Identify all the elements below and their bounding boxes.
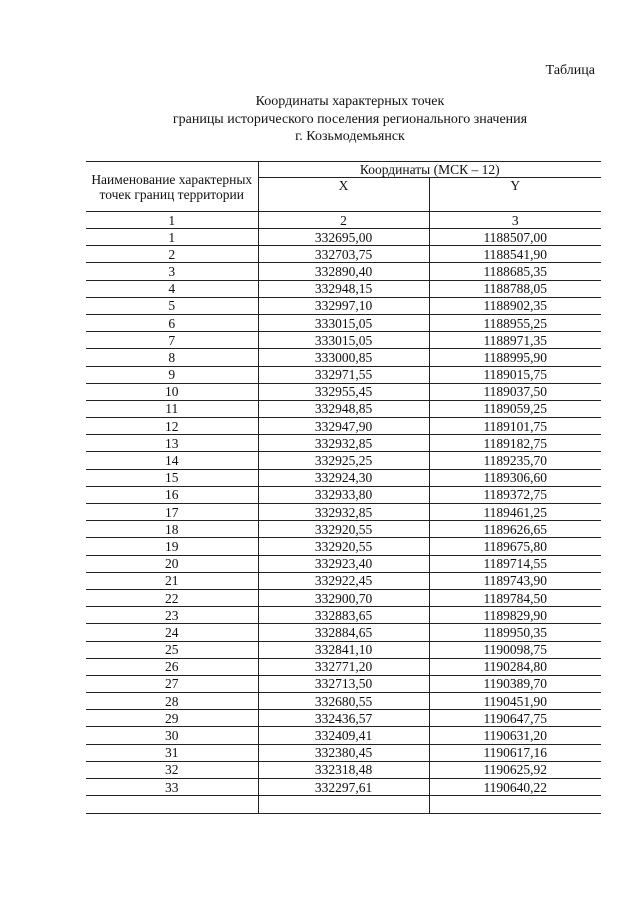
- y-coordinate-cell: 1189015,75: [429, 366, 601, 383]
- y-coordinate-cell: 1189626,65: [429, 521, 601, 538]
- title-line-1: Координаты характерных точек: [255, 94, 445, 109]
- table-row: [86, 314, 601, 331]
- table-row: [86, 486, 601, 503]
- x-coordinate-cell: 332997,10: [258, 297, 429, 314]
- table-row: [86, 744, 601, 761]
- x-coordinate-cell: 332297,61: [258, 779, 429, 796]
- table-row: [86, 229, 601, 246]
- table-row: [86, 332, 601, 349]
- y-coordinate-cell: 1189784,50: [429, 589, 601, 606]
- table-row: [86, 624, 601, 641]
- point-number-cell: 27: [86, 675, 258, 692]
- table-row: [86, 349, 601, 366]
- x-coordinate-cell: 332883,65: [258, 607, 429, 624]
- y-coordinate-cell: 1188541,90: [429, 246, 601, 263]
- point-number-cell: 6: [86, 314, 258, 331]
- table-row: [86, 641, 601, 658]
- empty-cell: [429, 796, 601, 814]
- point-number-cell: 3: [86, 263, 258, 280]
- x-coordinate-cell: 332841,10: [258, 641, 429, 658]
- point-number-cell: 4: [86, 280, 258, 297]
- point-number-cell: 10: [86, 383, 258, 400]
- empty-row: [86, 796, 601, 814]
- table-row: [86, 297, 601, 314]
- y-coordinate-cell: 1190647,75: [429, 710, 601, 727]
- empty-cell: [86, 796, 258, 814]
- table-row: [86, 607, 601, 624]
- x-coordinate-cell: 332884,65: [258, 624, 429, 641]
- y-coordinate-cell: 1189059,25: [429, 400, 601, 417]
- point-number-cell: 5: [86, 297, 258, 314]
- y-coordinate-cell: 1190389,70: [429, 675, 601, 692]
- table-row: [86, 366, 601, 383]
- point-number-cell: 13: [86, 435, 258, 452]
- point-number-cell: 30: [86, 727, 258, 744]
- y-coordinate-cell: 1188955,25: [429, 314, 601, 331]
- x-coordinate-cell: 332955,45: [258, 383, 429, 400]
- table-row: [86, 280, 601, 297]
- point-number-cell: 22: [86, 589, 258, 606]
- title-line-3: г. Козьмодемьянск: [295, 129, 405, 144]
- table-row: [86, 572, 601, 589]
- header-y: Y: [429, 178, 601, 212]
- point-number-cell: 9: [86, 366, 258, 383]
- table-row: [86, 761, 601, 778]
- x-coordinate-cell: 332436,57: [258, 710, 429, 727]
- y-coordinate-cell: 1190625,92: [429, 761, 601, 778]
- y-coordinate-cell: 1188507,00: [429, 229, 601, 246]
- table-row: [86, 675, 601, 692]
- point-number-cell: 20: [86, 555, 258, 572]
- y-coordinate-cell: 1189714,55: [429, 555, 601, 572]
- table-row: [86, 263, 601, 280]
- point-number-cell: 18: [86, 521, 258, 538]
- title-line-2: границы исторического поселения регионального значения: [172, 111, 528, 127]
- point-number-cell: 31: [86, 744, 258, 761]
- x-coordinate-cell: 332932,85: [258, 504, 429, 521]
- y-coordinate-cell: 1189101,75: [429, 418, 601, 435]
- table-row: [86, 435, 601, 452]
- y-coordinate-cell: 1189372,75: [429, 486, 601, 503]
- y-coordinate-cell: 1189037,50: [429, 383, 601, 400]
- table-row: [86, 710, 601, 727]
- x-coordinate-cell: 333000,85: [258, 349, 429, 366]
- table-row: [86, 246, 601, 263]
- x-coordinate-cell: 333015,05: [258, 332, 429, 349]
- y-coordinate-cell: 1190284,80: [429, 658, 601, 675]
- table-row: [86, 779, 601, 796]
- x-coordinate-cell: 332948,85: [258, 400, 429, 417]
- y-coordinate-cell: 1188902,35: [429, 297, 601, 314]
- y-coordinate-cell: 1188685,35: [429, 263, 601, 280]
- x-coordinate-cell: 332933,80: [258, 486, 429, 503]
- y-coordinate-cell: 1189182,75: [429, 435, 601, 452]
- x-coordinate-cell: 332924,30: [258, 469, 429, 486]
- y-coordinate-cell: 1188995,90: [429, 349, 601, 366]
- table-row: [86, 727, 601, 744]
- x-coordinate-cell: 332318,48: [258, 761, 429, 778]
- point-number-cell: 7: [86, 332, 258, 349]
- y-coordinate-cell: 1188788,05: [429, 280, 601, 297]
- point-number-cell: 29: [86, 710, 258, 727]
- header-coordinates: Координаты (МСК – 12): [258, 162, 601, 178]
- table-row: [86, 418, 601, 435]
- x-coordinate-cell: 332713,50: [258, 675, 429, 692]
- point-number-cell: 26: [86, 658, 258, 675]
- x-coordinate-cell: 332925,25: [258, 452, 429, 469]
- table-row: [86, 521, 601, 538]
- point-number-cell: 28: [86, 693, 258, 710]
- x-coordinate-cell: 332771,20: [258, 658, 429, 675]
- y-coordinate-cell: 1190640,22: [429, 779, 601, 796]
- x-coordinate-cell: 332890,40: [258, 263, 429, 280]
- x-coordinate-cell: 332409,41: [258, 727, 429, 744]
- x-coordinate-cell: 332900,70: [258, 589, 429, 606]
- coordinates-table: [86, 161, 601, 814]
- table-row: [86, 589, 601, 606]
- x-coordinate-cell: 332947,90: [258, 418, 429, 435]
- point-number-cell: 23: [86, 607, 258, 624]
- index-cell: 3: [429, 212, 601, 229]
- table-row: [86, 469, 601, 486]
- index-cell: 1: [86, 212, 258, 229]
- table-body: [86, 229, 601, 814]
- table-label: Таблица: [545, 63, 595, 78]
- x-coordinate-cell: 332922,45: [258, 572, 429, 589]
- point-number-cell: 12: [86, 418, 258, 435]
- point-number-cell: 16: [86, 486, 258, 503]
- x-coordinate-cell: 332380,45: [258, 744, 429, 761]
- index-cell: 2: [258, 212, 429, 229]
- point-number-cell: 32: [86, 761, 258, 778]
- x-coordinate-cell: 332932,85: [258, 435, 429, 452]
- y-coordinate-cell: 1190098,75: [429, 641, 601, 658]
- point-number-cell: 24: [86, 624, 258, 641]
- x-coordinate-cell: 332920,55: [258, 521, 429, 538]
- point-number-cell: 19: [86, 538, 258, 555]
- y-coordinate-cell: 1189235,70: [429, 452, 601, 469]
- header-point-name: Наименование характерных точек границ территории: [86, 162, 258, 212]
- x-coordinate-cell: 332920,55: [258, 538, 429, 555]
- table-row: [86, 555, 601, 572]
- point-number-cell: 8: [86, 349, 258, 366]
- y-coordinate-cell: 1189743,90: [429, 572, 601, 589]
- table-row: [86, 383, 601, 400]
- x-coordinate-cell: 332695,00: [258, 229, 429, 246]
- point-number-cell: 21: [86, 572, 258, 589]
- x-coordinate-cell: 332923,40: [258, 555, 429, 572]
- table-row: [86, 538, 601, 555]
- point-number-cell: 2: [86, 246, 258, 263]
- y-coordinate-cell: 1190617,16: [429, 744, 601, 761]
- table-row: [86, 400, 601, 417]
- header-x: X: [258, 178, 429, 212]
- x-coordinate-cell: 333015,05: [258, 314, 429, 331]
- y-coordinate-cell: 1190451,90: [429, 693, 601, 710]
- y-coordinate-cell: 1189306,60: [429, 469, 601, 486]
- y-coordinate-cell: 1189461,25: [429, 504, 601, 521]
- y-coordinate-cell: 1190631,20: [429, 727, 601, 744]
- table-row: [86, 693, 601, 710]
- x-coordinate-cell: 332680,55: [258, 693, 429, 710]
- table-row: [86, 504, 601, 521]
- x-coordinate-cell: 332703,75: [258, 246, 429, 263]
- point-number-cell: 11: [86, 400, 258, 417]
- empty-cell: [258, 796, 429, 814]
- point-number-cell: 14: [86, 452, 258, 469]
- y-coordinate-cell: 1189829,90: [429, 607, 601, 624]
- y-coordinate-cell: 1189675,80: [429, 538, 601, 555]
- point-number-cell: 1: [86, 229, 258, 246]
- point-number-cell: 25: [86, 641, 258, 658]
- x-coordinate-cell: 332948,15: [258, 280, 429, 297]
- document-title: [40, 93, 640, 146]
- y-coordinate-cell: 1189950,35: [429, 624, 601, 641]
- point-number-cell: 17: [86, 504, 258, 521]
- x-coordinate-cell: 332971,55: [258, 366, 429, 383]
- point-number-cell: 33: [86, 779, 258, 796]
- y-coordinate-cell: 1188971,35: [429, 332, 601, 349]
- table-row: [86, 658, 601, 675]
- table-row: [86, 452, 601, 469]
- point-number-cell: 15: [86, 469, 258, 486]
